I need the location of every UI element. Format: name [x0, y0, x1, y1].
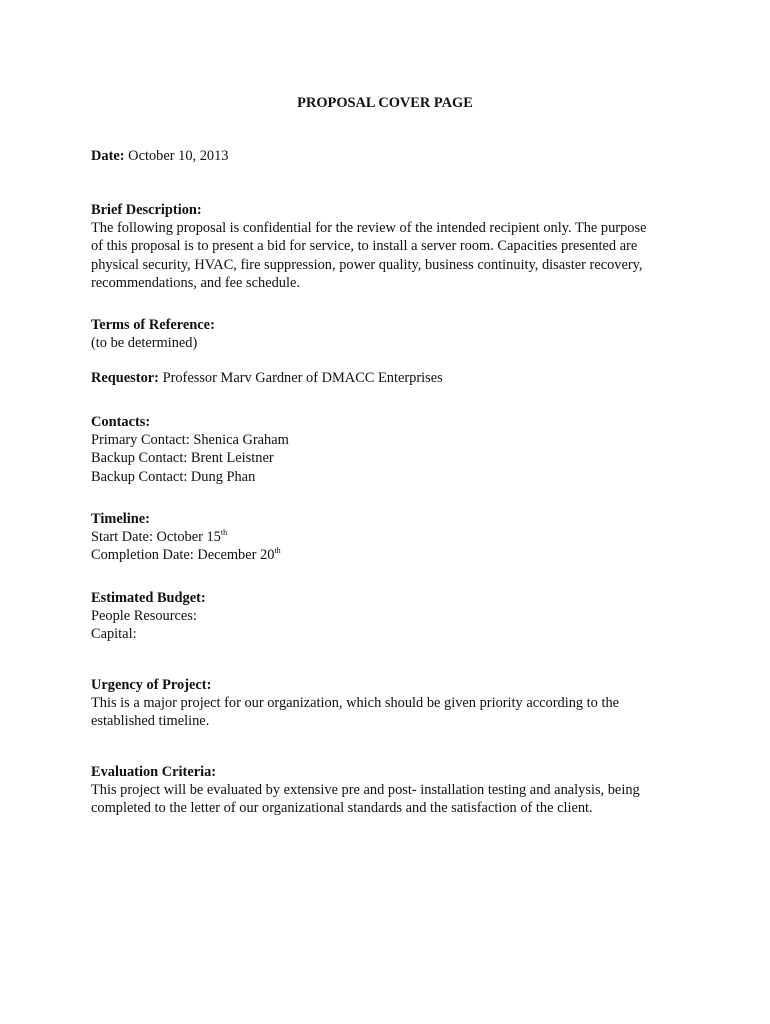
urgency-label: Urgency of Project:: [91, 677, 212, 693]
document-title: PROPOSAL COVER PAGE: [297, 95, 473, 111]
terms-of-reference-section: [91, 316, 691, 352]
brief-description-line: recommendations, and fee schedule.: [91, 274, 300, 291]
date-value: October 10, 2013: [128, 148, 229, 164]
evaluation-label: Evaluation Criteria:: [91, 764, 217, 780]
completion-date-suffix: th: [274, 546, 281, 556]
requestor-section: [91, 369, 691, 387]
people-resources: People Resources:: [91, 608, 197, 625]
brief-description-section: [91, 201, 691, 292]
brief-description-label: Brief Description:: [91, 202, 202, 218]
terms-of-reference-label: Terms of Reference:: [91, 317, 215, 333]
brief-description-line: of this proposal is to present a bid for service, to install a server room. Capacities presented are: [91, 238, 638, 255]
urgency-section: [91, 676, 691, 731]
urgency-line: This is a major project for our organization, which should be given priority according to the: [91, 695, 620, 712]
start-date-suffix: th: [220, 528, 228, 538]
backup-contact: Backup Contact: Dung Phan: [91, 468, 256, 485]
contacts-label: Contacts:: [91, 414, 151, 430]
contacts-section: [91, 413, 691, 486]
timeline-label: Timeline:: [91, 511, 150, 527]
evaluation-line: completed to the letter of our organizational standards and the satisfaction of the client.: [91, 800, 593, 817]
terms-of-reference-value: (to be determined): [91, 335, 198, 352]
primary-contact: Primary Contact: Shenica Graham: [91, 432, 289, 449]
brief-description-line: physical security, HVAC, fire suppression, power quality, business continuity, disaster recovery,: [91, 256, 643, 273]
completion-date-text: Completion Date: December 20: [91, 547, 275, 564]
urgency-line: established timeline.: [91, 713, 210, 730]
date-label: Date:: [91, 148, 125, 164]
evaluation-section: [91, 763, 691, 818]
timeline-section: [91, 510, 691, 565]
estimated-budget-section: [91, 589, 691, 644]
evaluation-line: This project will be evaluated by extensive pre and post- installation testing and analysis, being: [91, 782, 640, 799]
requestor-value: Professor Marv Gardner of DMACC Enterprises: [162, 370, 443, 386]
date-section: [91, 147, 691, 165]
start-date-text: Start Date: October 15: [91, 529, 221, 546]
capital: Capital:: [91, 626, 137, 643]
backup-contact: Backup Contact: Brent Leistner: [91, 450, 274, 467]
brief-description-line: The following proposal is confidential for the review of the intended recipient only. The purpose: [91, 220, 647, 237]
completion-date: [91, 546, 691, 564]
start-date: [91, 528, 691, 546]
estimated-budget-label: Estimated Budget:: [91, 590, 206, 606]
requestor-label: Requestor:: [91, 370, 159, 386]
